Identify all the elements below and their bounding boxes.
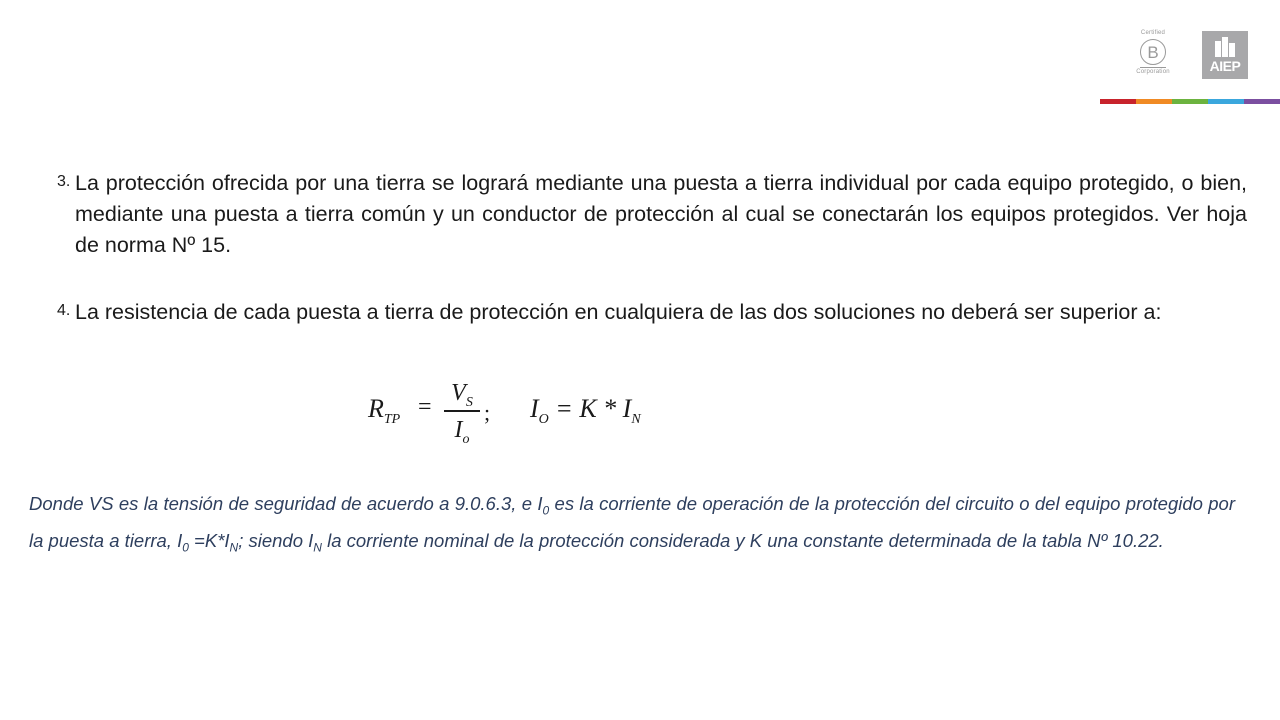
bcorp-corporation-text: Corporation (1136, 69, 1170, 75)
list-item-3 (57, 168, 1247, 261)
color-bar-green (1172, 99, 1208, 104)
bcorp-b-icon: B (1140, 39, 1166, 65)
color-bar (1100, 99, 1280, 104)
bcorp-certified-text: Certified (1140, 30, 1166, 36)
color-bar-blue (1208, 99, 1244, 104)
formula-explanation-note: Donde VS es la tensión de seguridad de acuerdo a 9.0.6.3, e $I_0$ es la corriente de operación de la protección del circuito o del equipo protegido por la puesta a tierra, $I_0 =K*I_N$; siendo $I_N$ la corriente nominal de la protección considerada y K una constante determinada de la tabla Nº 10.22. (29, 493, 1236, 555)
color-bar-red (1100, 99, 1136, 104)
list-item-text: La resistencia de cada puesta a tierra de protección en cualquiera de las dos soluciones no deberá ser superior a: (75, 300, 1162, 324)
formula-numerator: $V_S$ (451, 380, 473, 410)
aiep-logo (1202, 31, 1248, 79)
list-item-4 (57, 297, 1247, 328)
list-item-text: La protección ofrecida por una tierra se logrará mediante una puesta a tierra individual por cada equipo protegido, o bien, mediante una puesta a tierra común y un conductor de protección al cual se conectarán los equipos protegidos. Ver hoja de norma Nº 15. (75, 171, 1247, 257)
formula-io-equation: $I_O = K * I_N$ (530, 394, 641, 428)
resistance-formula (368, 378, 688, 450)
formula-r-tp: $R_{TP}$ (368, 394, 401, 428)
formula-fraction (444, 378, 480, 446)
bcorp-logo (1132, 30, 1174, 82)
color-bar-purple (1244, 99, 1280, 104)
formula-fraction-bar (444, 410, 480, 412)
formula-denominator: $I_o$ (454, 416, 470, 447)
formula-semicolon: ; (484, 400, 491, 425)
formula-equals: = (418, 394, 432, 420)
color-bar-orange (1136, 99, 1172, 104)
aiep-wordmark: AIEP (1209, 58, 1241, 74)
list-item-number: 4. (57, 302, 71, 319)
bcorp-rule (1140, 67, 1166, 68)
list-item-number: 3. (57, 173, 71, 190)
